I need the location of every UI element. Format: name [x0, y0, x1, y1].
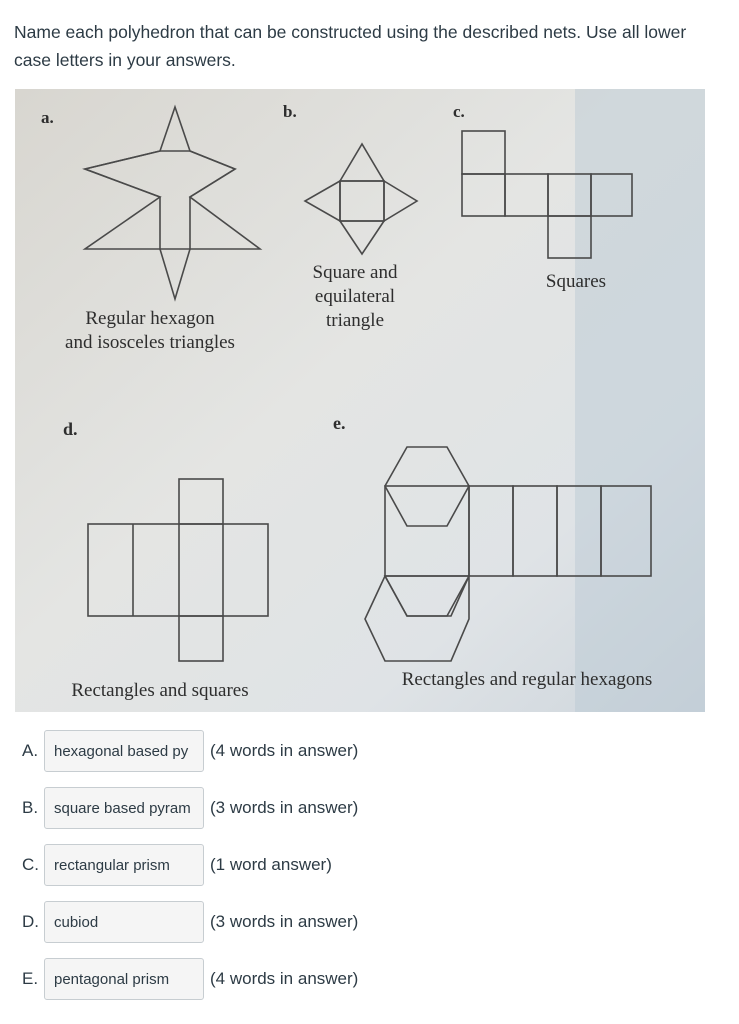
net-d-letter: d. — [63, 419, 78, 439]
net-c-caption: Squares — [545, 271, 607, 292]
answer-hint: (1 word answer) — [210, 855, 332, 874]
answer-input-b[interactable]: square based pyram — [44, 787, 204, 829]
answer-hint: (3 words in answer) — [210, 798, 359, 817]
answer-input-c[interactable]: rectangular prism — [44, 844, 204, 886]
question-text: Name each polyhedron that can be constructed using the described nets. Use all lower case letters in your answers. — [14, 22, 687, 70]
answer-letter: A. — [22, 741, 39, 760]
answer-letter: D. — [22, 912, 39, 931]
nets-figure — [15, 89, 705, 712]
answer-letter: B. — [22, 798, 39, 817]
net-d-caption: Rectangles and squares — [71, 680, 249, 701]
net-c-letter: c. — [453, 102, 465, 121]
net-b-caption-line2: equilateral — [314, 286, 396, 307]
answer-hint: (4 words in answer) — [210, 741, 359, 760]
net-b-caption-line1: Square and — [312, 262, 398, 283]
net-a-caption-line2: and isosceles triangles — [65, 332, 235, 353]
net-a-letter: a. — [41, 108, 54, 127]
answer-row-d — [22, 899, 358, 945]
answer-row-e — [22, 956, 358, 1002]
answer-letter: C. — [22, 855, 39, 874]
answer-letter: E. — [22, 969, 39, 988]
answer-input-e[interactable]: pentagonal prism — [44, 958, 204, 1000]
answer-row-a — [22, 728, 358, 774]
net-e-caption: Rectangles and regular hexagons — [401, 669, 653, 690]
net-e-letter: e. — [333, 413, 346, 433]
answer-row-c — [22, 842, 332, 888]
answer-hint: (3 words in answer) — [210, 912, 359, 931]
answer-hint: (4 words in answer) — [210, 969, 359, 988]
answer-row-b — [22, 785, 358, 831]
answer-input-a[interactable]: hexagonal based py — [44, 730, 204, 772]
answer-input-d[interactable]: cubiod — [44, 901, 204, 943]
net-b-letter: b. — [283, 102, 297, 121]
net-a-caption-line1: Regular hexagon — [85, 308, 215, 329]
net-b-caption-line3: triangle — [325, 310, 385, 331]
